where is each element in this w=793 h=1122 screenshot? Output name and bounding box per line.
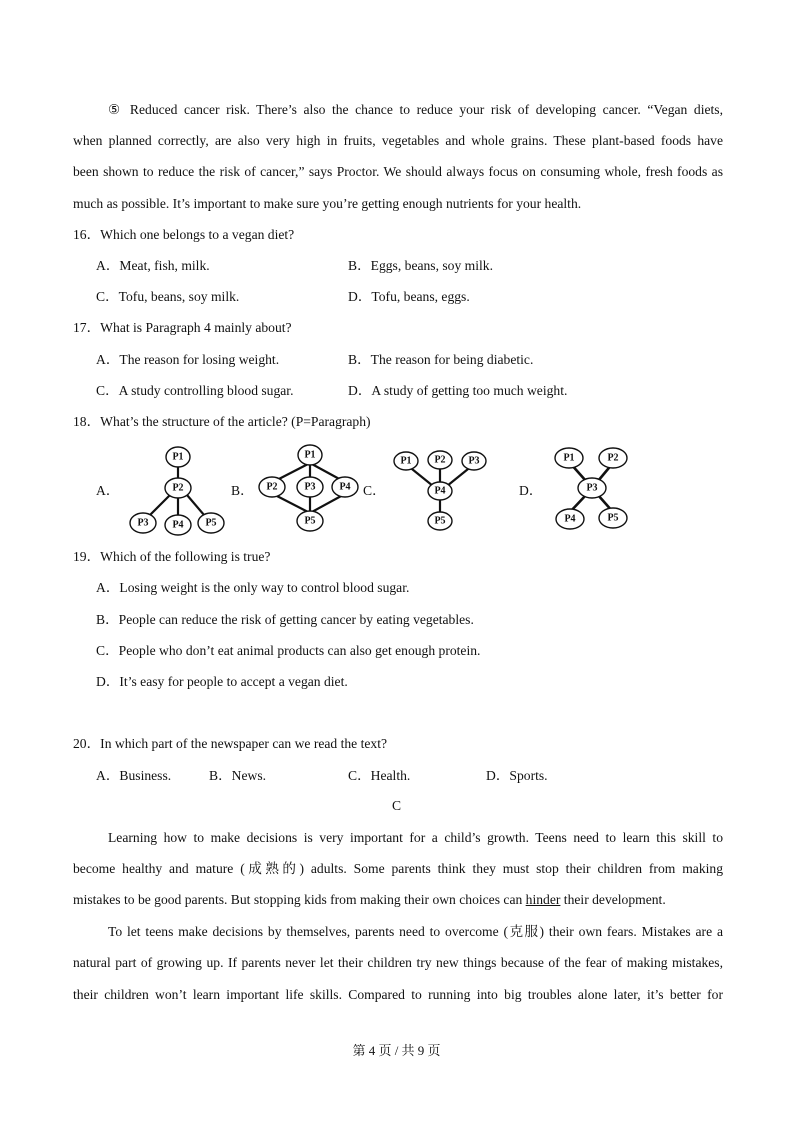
q20-option-c: C．Health. [348, 768, 411, 783]
q20-option-b: B．News. [209, 768, 267, 783]
diagram-a-label-p4: P4 [172, 519, 184, 531]
section-c-p1-line3 [73, 891, 723, 909]
diagram-b-label-p1: P1 [304, 449, 316, 461]
q18-option-a: A． [96, 483, 120, 498]
section-c-p1-line1: Learning how to make decisions is very important for a child’s growth. Teens need to learn this skill to [108, 830, 723, 845]
para5-line1: ⑤ Reduced cancer risk. There’s also the chance to reduce your risk of developing cancer. “Vegan diets, [108, 102, 723, 117]
section-c-p1-line2: become healthy and mature (成熟的) adults. Some parents think they must stop their children from making [73, 861, 723, 876]
q19-option-c: C．People who don’t eat animal products can also get enough protein. [96, 643, 481, 658]
q20-question: 20．In which part of the newspaper can we read the text? [73, 736, 388, 751]
section-c-p2-line2: natural part of growing up. If parents never let their children try new things because of the fear of making mistakes, [73, 955, 723, 970]
q20-option-d: D．Sports. [486, 768, 548, 783]
q17-option-a: A．The reason for losing weight. [96, 352, 280, 367]
para5-line4: much as possible. It’s important to make sure you’re getting enough nutrients for your health. [73, 196, 582, 211]
section-c-heading: C [391, 798, 402, 813]
section-c-p1-line3-pre: mistakes to be good parents. But stopping kids from making their own choices can [73, 892, 526, 907]
q17-option-d: D．A study of getting too much weight. [348, 383, 568, 398]
section-c-p1-line3-post: their development. [560, 892, 666, 907]
structure-diagram-b [257, 443, 362, 535]
diagram-b-label-p3: P3 [304, 481, 316, 493]
diagram-d-label-p5: P5 [607, 512, 619, 524]
diagram-a-label-p1: P1 [172, 451, 184, 463]
page-footer: 第 4 页 / 共 9 页 [352, 1043, 441, 1058]
q18-option-b: B． [231, 483, 254, 498]
structure-diagram-c [393, 450, 493, 535]
para5-line2: when planned correctly, are also very high in fruits, vegetables and whole grains. These plant-based foods have [73, 133, 723, 148]
q18-question: 18．What’s the structure of the article? (P=Paragraph) [73, 414, 371, 429]
q17-option-c: C．A study controlling blood sugar. [96, 383, 294, 398]
structure-diagram-a [125, 443, 230, 538]
underlined-word-hinder: hinder [525, 892, 561, 907]
section-c-p2-line1: To let teens make decisions by themselves, parents need to overcome (克服) their own fears. Mistakes are a [108, 924, 723, 939]
diagram-c-label-p4: P4 [434, 485, 446, 497]
section-c-p2-line3: their children won’t learn important life skills. Compared to running into big troubles alone later, it’s better for [73, 987, 723, 1002]
diagram-d-label-p1: P1 [563, 452, 575, 464]
diagram-c-label-p3: P3 [468, 455, 480, 467]
diagram-b-label-p4: P4 [339, 481, 351, 493]
diagram-a-label-p2: P2 [172, 482, 184, 494]
diagram-b-label-p5: P5 [304, 515, 316, 527]
q19-option-d: D．It’s easy for people to accept a vegan diet. [96, 674, 348, 689]
q16-option-a: A．Meat, fish, milk. [96, 258, 210, 273]
q18-option-c: C． [363, 483, 386, 498]
q19-question: 19．Which of the following is true? [73, 549, 271, 564]
diagram-c-label-p1: P1 [400, 455, 412, 467]
q16-question: 16．Which one belongs to a vegan diet? [73, 227, 295, 242]
q17-question: 17．What is Paragraph 4 mainly about? [73, 320, 292, 335]
diagram-d-label-p2: P2 [607, 452, 619, 464]
q20-option-a: A．Business. [96, 768, 172, 783]
q18-option-d: D． [519, 483, 543, 498]
para5-line3: been shown to reduce the risk of cancer,” says Proctor. We should always focus on consuming whole, fresh foods as [73, 164, 723, 179]
q16-option-c: C．Tofu, beans, soy milk. [96, 289, 240, 304]
diagram-a-label-p5: P5 [205, 517, 217, 529]
diagram-b-label-p2: P2 [266, 481, 278, 493]
q19-option-b: B．People can reduce the risk of getting cancer by eating vegetables. [96, 612, 474, 627]
structure-diagram-d [550, 445, 640, 535]
diagram-c-label-p5: P5 [434, 515, 446, 527]
diagram-c-label-p2: P2 [434, 454, 446, 466]
q16-option-b: B．Eggs, beans, soy milk. [348, 258, 493, 273]
diagram-d-label-p4: P4 [564, 513, 576, 525]
diagram-d-label-p3: P3 [586, 482, 598, 494]
q17-option-b: B．The reason for being diabetic. [348, 352, 534, 367]
q19-option-a: A．Losing weight is the only way to control blood sugar. [96, 580, 410, 595]
q16-option-d: D．Tofu, beans, eggs. [348, 289, 470, 304]
diagram-a-label-p3: P3 [137, 517, 149, 529]
